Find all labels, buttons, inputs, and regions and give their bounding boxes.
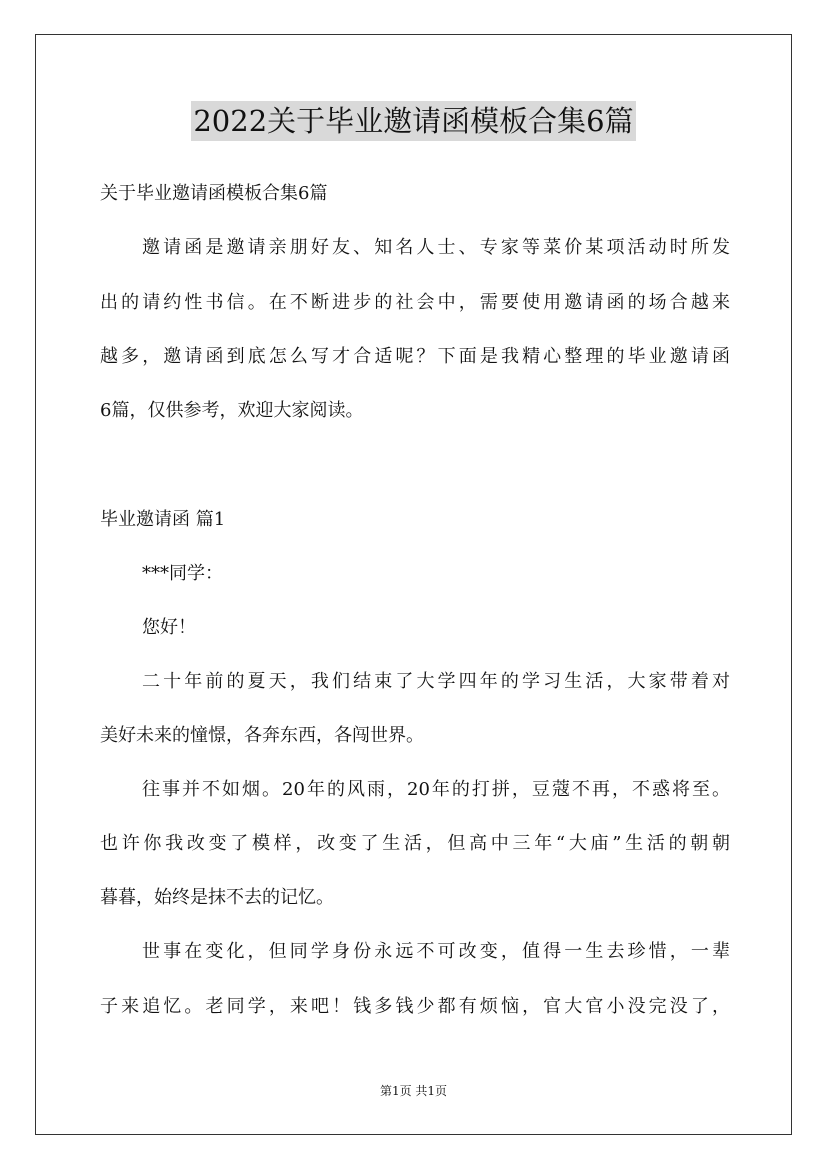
section-heading: 毕业邀请函 篇1 [100, 509, 226, 530]
intro-line: 邀请函是邀请亲朋好友、知名人士、专家等菜价某项活动时所发 [142, 237, 730, 258]
intro-line: 6篇，仅供参考，欢迎大家阅读。 [100, 400, 364, 421]
body-line: 二十年前的夏天，我们结束了大学四年的学习生活，大家带着对 [142, 671, 730, 692]
page-footer: 第1页 共1页 [379, 1084, 448, 1098]
body-line: 子来追忆。老同学，来吧！钱多钱少都有烦恼，官大官小没完没了， [100, 996, 730, 1017]
document-title: 2022关于毕业邀请函模板合集6篇 [191, 101, 635, 141]
intro-line: 出的请约性书信。在不断进步的社会中，需要使用邀请函的场合越来 [100, 292, 730, 313]
greeting: 您好！ [142, 617, 196, 638]
body-line: 也许你我改变了模样，改变了生活，但高中三年“大庙”生活的朝朝 [100, 833, 730, 854]
body-line: 美好未来的憧憬，各奔东西，各闯世界。 [100, 725, 424, 746]
document-subtitle: 关于毕业邀请函模板合集6篇 [100, 183, 328, 204]
title-wrap [0, 101, 827, 141]
intro-line: 越多，邀请函到底怎么写才合适呢？下面是我精心整理的毕业邀请函 [100, 346, 730, 367]
body-line: 世事在变化，但同学身份永远不可改变，值得一生去珍惜，一辈 [142, 941, 730, 962]
body-line: 暮暮，始终是抹不去的记忆。 [100, 887, 334, 908]
salutation: ***同学： [142, 563, 223, 584]
body-line: 往事并不如烟。20年的风雨，20年的打拼，豆蔻不再，不惑将至。 [142, 779, 730, 800]
